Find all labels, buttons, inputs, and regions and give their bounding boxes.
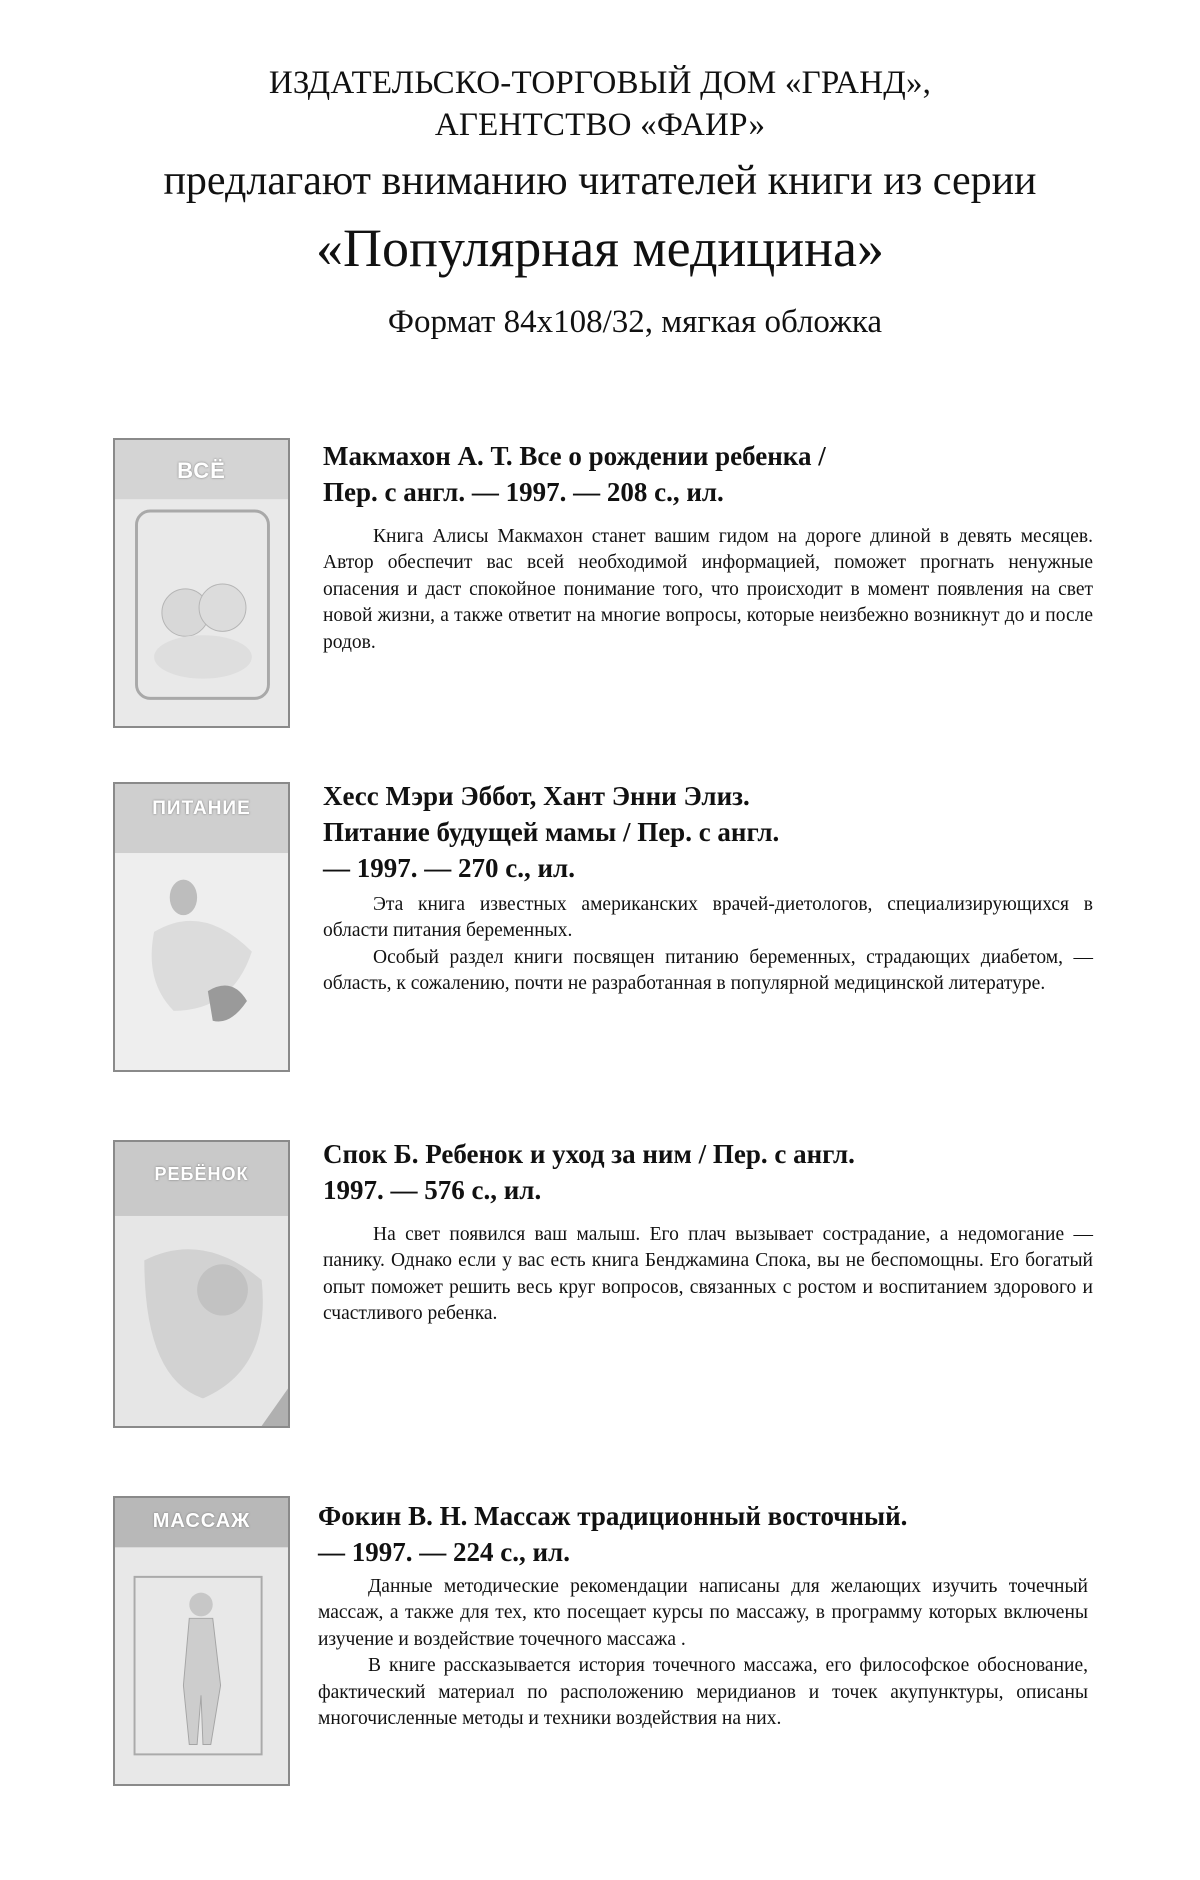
book-title-line: 1997. — 576 с., ил.	[323, 1175, 542, 1205]
description-paragraph: Данные методические рекомендации написаны для желающих изучить точечный массаж, а также для тех, кто посещает курсы по массажу, в программу которых включены изучение и воздействие точечного массажа .	[318, 1576, 1088, 1650]
book-text	[323, 438, 1093, 656]
book-description	[318, 1574, 1088, 1732]
book-title-line: Макмахон А. Т. Все о рождении ребенка /	[323, 441, 826, 471]
cover-illustration	[115, 784, 288, 1070]
book-title-line: Спок Б. Ребенок и уход за ним / Пер. с англ.	[323, 1139, 855, 1169]
cover-title: ПИТАНИЕ	[152, 798, 251, 819]
book-title-line: Фокин В. Н. Массаж традиционный восточный.	[318, 1501, 908, 1531]
book-title	[323, 438, 1093, 510]
book-description	[323, 892, 1093, 998]
cover-title: РЕБЁНОК	[154, 1164, 249, 1184]
book-cover-image	[113, 438, 290, 728]
description-paragraph: Особый раздел книги посвящен питанию беременных, страдающих диабетом, — область, к сожалению, почти не разработанная в популярной медицинской литературе.	[323, 946, 1093, 995]
intro-text: предлагают вниманию читателей книги из серии	[163, 158, 1037, 204]
book-title	[318, 1498, 1088, 1570]
book-cover-image	[113, 1140, 290, 1428]
book-title	[323, 778, 1093, 886]
cover-title: ВСЁ	[177, 458, 226, 483]
book-title-line: — 1997. — 270 с., ил.	[323, 853, 575, 883]
book-cover-image	[113, 782, 290, 1072]
description-paragraph: На свет появился ваш малыш. Его плач вызывает сострадание, а недомогание — панику. Однако если у вас есть книга Бенджамина Спока, вы не беспомощны. Его богатый опыт поможет решить весь круг вопросов, связанных с ростом и воспитанием здорового и счастливого ребенка.	[323, 1224, 1093, 1325]
book-cover-image	[113, 1496, 290, 1786]
description-paragraph: В книге рассказывается история точечного массажа, его философское обоснование, фактический материал по расположению меридианов и точек акупунктуры, описаны многочисленные методы и техники воздействия на них.	[318, 1655, 1088, 1730]
book-text	[318, 1498, 1088, 1732]
description-paragraph: Эта книга известных американских врачей-диетологов, специализирующихся в области питания беременных.	[323, 894, 1093, 942]
book-title-line: Пер. с англ. — 1997. — 208 с., ил.	[323, 477, 724, 507]
book-text	[323, 1136, 1093, 1328]
page-header	[0, 62, 1200, 344]
book-title-line: Хесс Мэри Эббот, Хант Энни Элиз.	[323, 781, 750, 811]
cover-title: МАССАЖ	[152, 1510, 251, 1532]
cover-illustration	[115, 1498, 288, 1784]
publisher-line-1: ИЗДАТЕЛЬСКО-ТОРГОВЫЙ ДОМ «ГРАНД»,	[268, 65, 932, 101]
book-description	[323, 524, 1093, 656]
publisher-line-2: АГЕНТСТВО «ФАИР»	[434, 107, 766, 143]
book-title-line: Питание будущей мамы / Пер. с англ.	[323, 817, 780, 847]
book-text	[323, 778, 1093, 998]
format-line: Формат 84x108/32, мягкая обложка	[387, 304, 883, 340]
book-description	[323, 1222, 1093, 1328]
description-paragraph: Книга Алисы Макмахон станет вашим гидом на дороге длиной в девять месяцев. Автор обеспечит вас всей необходимой информацией, поможет прогнать ненужные опасения и даст спокойное понимание того, что происходит в момент появления на свет новой жизни, а также ответит на многие вопросы, которые неизбежно возникнут до и после родов.	[323, 526, 1093, 653]
book-title	[323, 1136, 1093, 1208]
series-title: «Популярная медицина»	[316, 218, 884, 278]
book-title-line: — 1997. — 224 с., ил.	[318, 1537, 570, 1567]
